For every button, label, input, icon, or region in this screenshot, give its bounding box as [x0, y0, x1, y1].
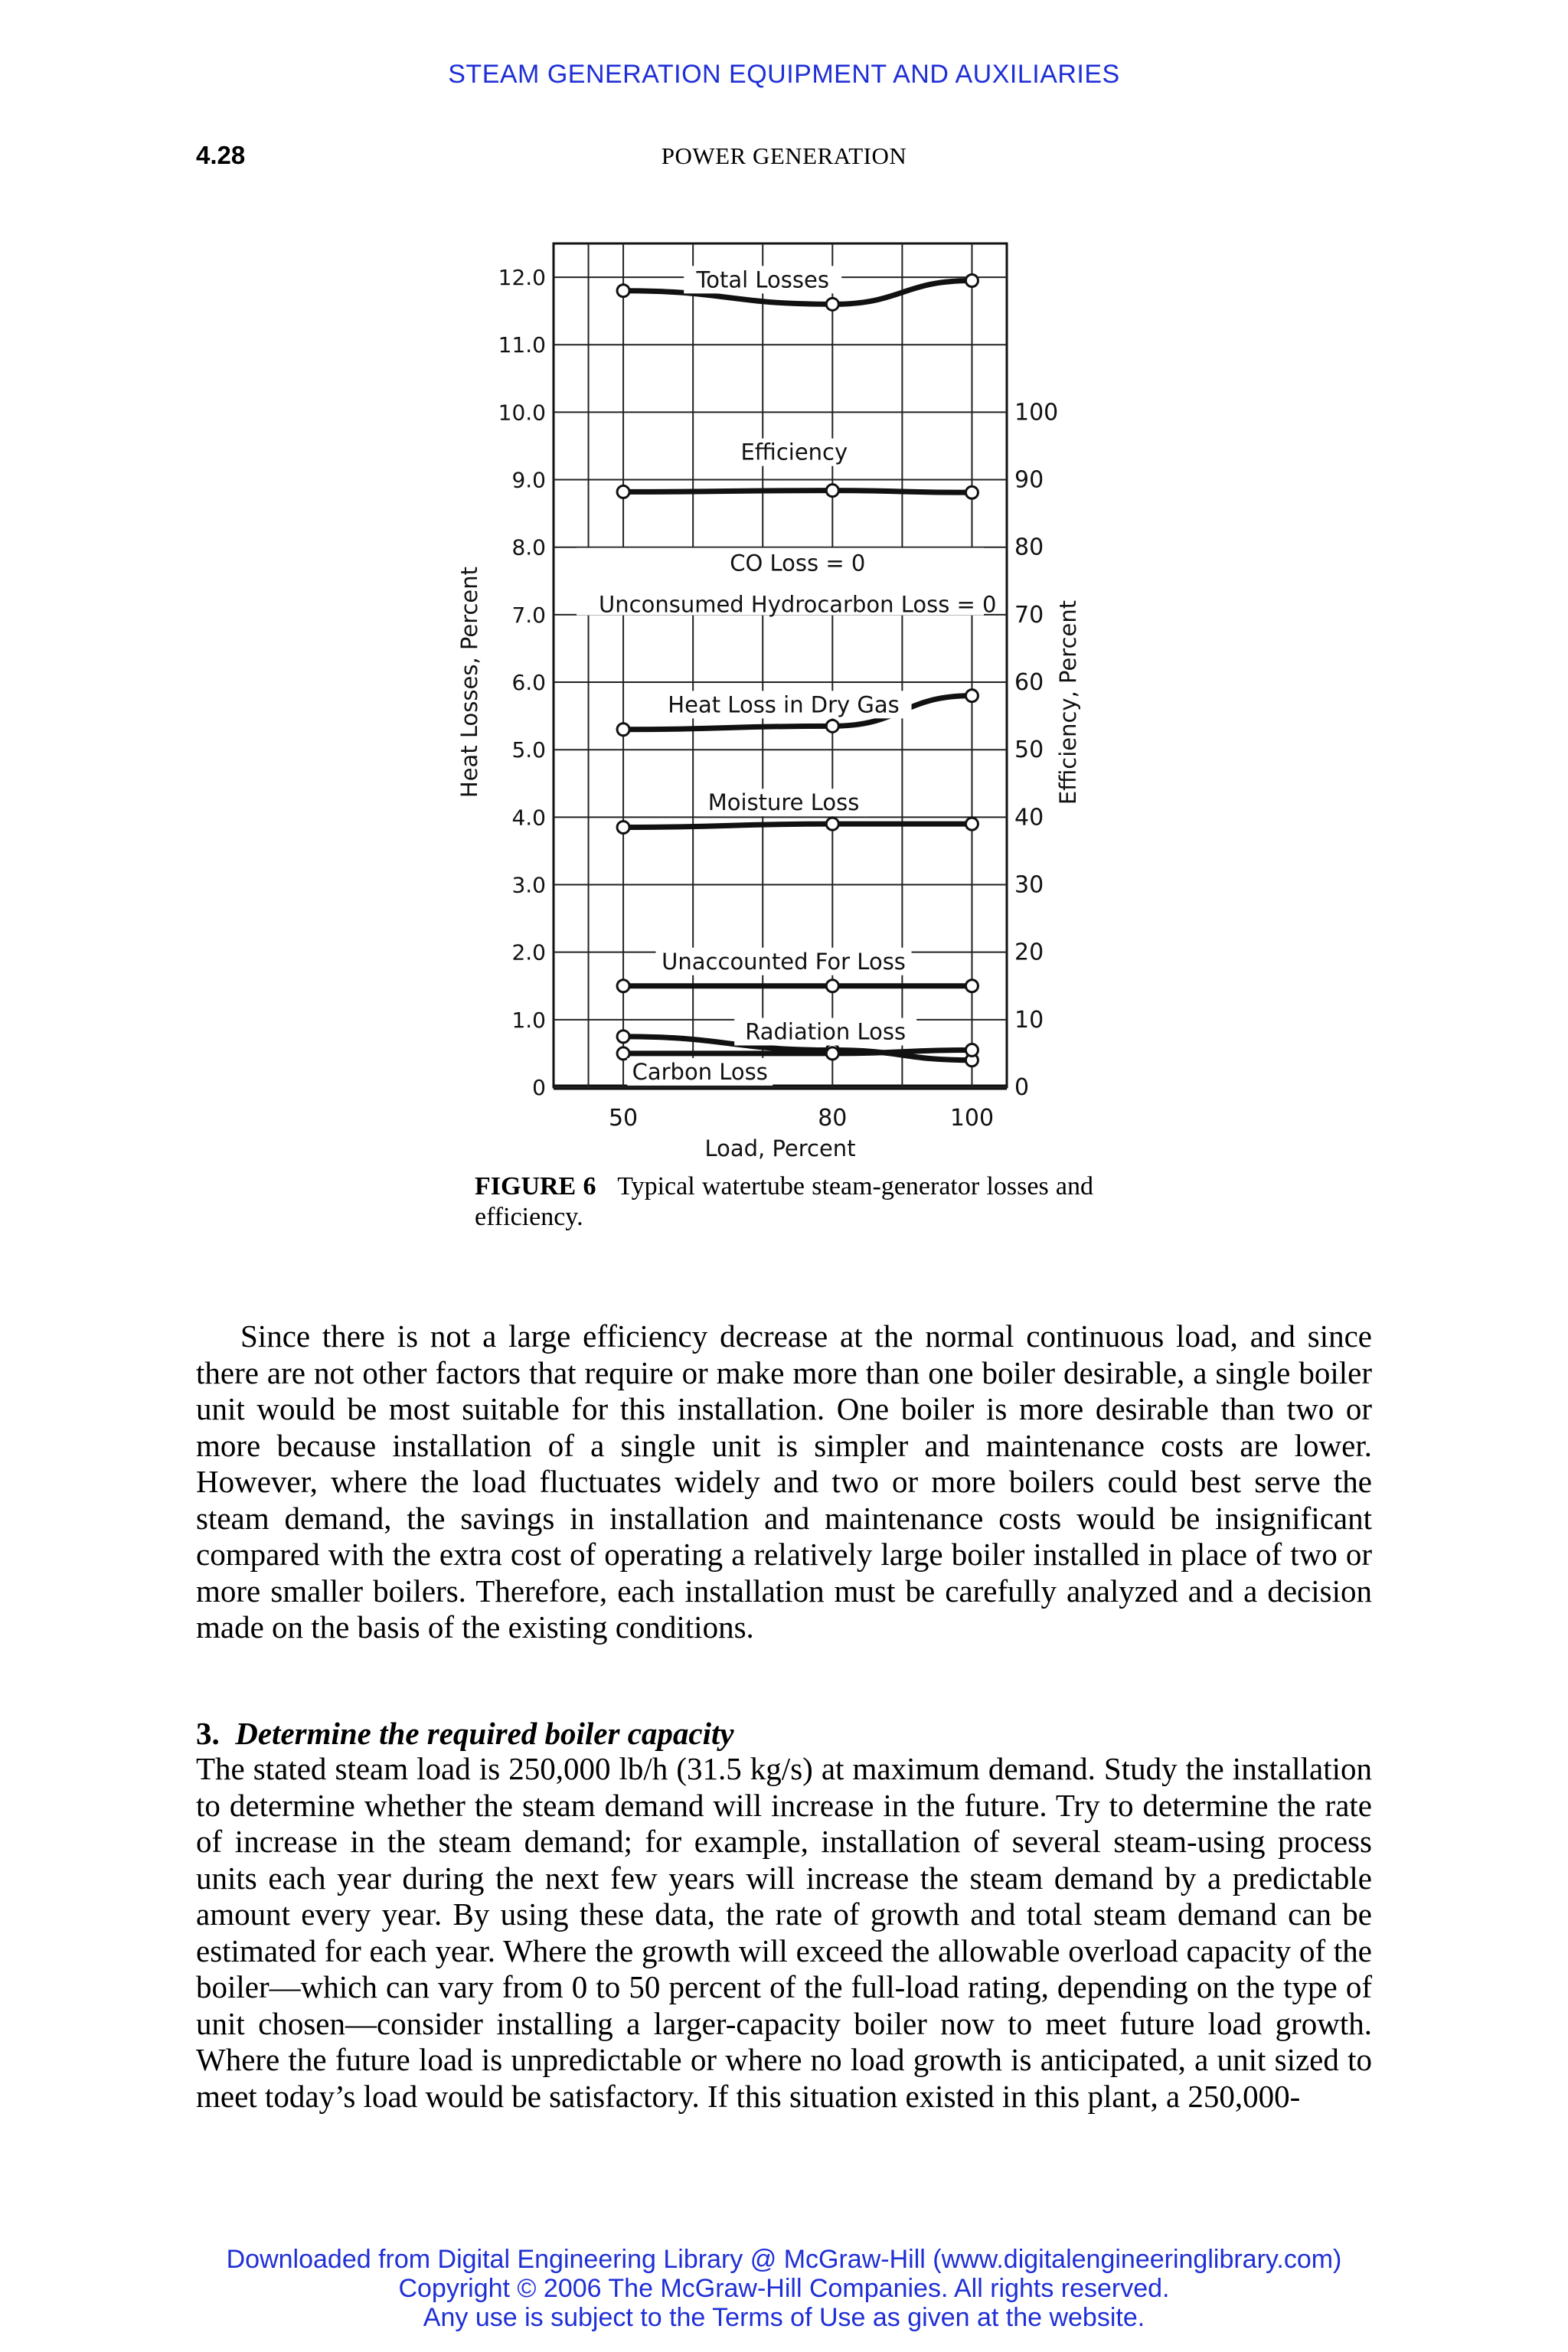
- footer-terms-line: Any use is subject to the Terms of Use as given at the website.: [423, 2303, 1145, 2332]
- data-point: [826, 1047, 838, 1060]
- data-point: [617, 285, 629, 297]
- data-point: [826, 485, 838, 497]
- annotation-hydrocarbon-loss: Unconsumed Hydrocarbon Loss = 0: [599, 591, 997, 618]
- data-point: [617, 724, 629, 736]
- y-tick-label-left: 12.0: [498, 265, 546, 291]
- y-tick-label-right: 50: [1014, 737, 1044, 764]
- data-point: [965, 1044, 978, 1057]
- y-axis-label-right: Efficiency, Percent: [1055, 599, 1081, 805]
- figure-label: FIGURE 6: [475, 1172, 596, 1200]
- y-tick-label-right: 20: [1014, 939, 1044, 966]
- y-tick-label-right: 0: [1014, 1074, 1030, 1101]
- y-tick-label-right: 10: [1014, 1006, 1044, 1034]
- data-point: [617, 822, 629, 834]
- data-point: [617, 485, 629, 498]
- y-tick-label-left: 10.0: [498, 400, 546, 426]
- series-line: [623, 491, 972, 493]
- series-label: Total Losses: [696, 266, 829, 293]
- figure-caption-text: Typical watertube steam-generator losses and efficiency.: [475, 1172, 1094, 1231]
- body-paragraph: Since there is not a large efficiency decrease at the normal continuous load, and since there are not other factors that require or make more than one boiler desirable, a single boiler unit would be most suitable for this installation. One boiler is more desirable than two or more because installation of a single unit is simpler and maintenance costs are lower. However, where the load fluctuates widely and two or more boilers could best serve the steam demand, the savings in installation and maintenance costs would be insignificant compared with the extra cost of operating a relatively large boiler installed in place of two or more smaller boilers. Therefore, each installation must be carefully analyzed and a decision made on the basis of the existing conditions.: [196, 1318, 1372, 1645]
- data-point: [965, 486, 978, 498]
- data-point: [826, 298, 838, 310]
- y-tick-label-right: 40: [1014, 804, 1044, 831]
- data-point: [826, 980, 838, 992]
- y-tick-label-left: 6.0: [511, 670, 546, 696]
- y-tick-label-left: 0: [532, 1075, 546, 1100]
- y-tick-label-right: 100: [1014, 399, 1059, 426]
- step-number: 3.: [196, 1716, 220, 1751]
- data-point: [965, 980, 978, 992]
- chart-series: [617, 274, 978, 1066]
- series-label: Moisture Loss: [707, 789, 860, 816]
- footer-download-line: Downloaded from Digital Engineering Library @ McGraw-Hill (www.digitalengineeringlibrary.com): [226, 2245, 1342, 2274]
- series-label: Unaccounted For Loss: [662, 948, 906, 975]
- series-label: Efficiency: [740, 439, 848, 466]
- chart-labels: [456, 266, 1081, 1161]
- section-title: POWER GENERATION: [661, 142, 907, 169]
- x-axis-label: Load, Percent: [704, 1135, 856, 1161]
- data-point: [965, 690, 978, 702]
- step-title: Determine the required boiler capacity: [235, 1716, 734, 1751]
- running-head: STEAM GENERATION EQUIPMENT AND AUXILIARIES: [448, 60, 1120, 89]
- x-tick-label: 50: [608, 1105, 639, 1132]
- y-tick-label-left: 11.0: [498, 332, 546, 358]
- y-tick-label-right: 90: [1014, 466, 1044, 494]
- data-point: [965, 818, 978, 830]
- series-line: [623, 824, 972, 827]
- y-tick-label-left: 8.0: [511, 534, 546, 560]
- body-paragraph: The stated steam load is 250,000 lb/h (31.5 kg/s) at maximum demand. Study the installation to determine whether the steam demand will increase in the future. Try to determine the rate of increase in the steam demand; for example, installation of several steam-using process units each year during the next few years will increase the steam demand by a predictable amount every year. By using these data, the rate of growth and total steam demand can be estimated for each year. Where the growth will exceed the allowable overload capacity of the boiler—which can vary from 0 to 50 percent of the full-load rating, depending on the type of unit chosen—consider installing a larger-capacity boiler now to meet future load growth. Where the future load is unpredictable or where no load growth is anticipated, a unit sized to meet today’s load would be satisfactory. If this situation existed in this plant, a 250,000-: [196, 1751, 1372, 2114]
- page-number: 4.28: [196, 141, 246, 169]
- y-tick-label-right: 70: [1014, 601, 1044, 629]
- y-tick-label-left: 4.0: [511, 805, 546, 831]
- data-point: [617, 1047, 629, 1060]
- footer-copyright-line: Copyright © 2006 The McGraw-Hill Companies. All rights reserved.: [398, 2274, 1170, 2303]
- series-label: Heat Loss in Dry Gas: [668, 691, 900, 718]
- data-point: [617, 1031, 629, 1043]
- data-point: [617, 980, 629, 992]
- annotation-co-loss: CO Loss = 0: [730, 550, 866, 577]
- y-tick-label-right: 60: [1014, 669, 1044, 697]
- data-point: [826, 818, 838, 830]
- y-tick-label-left: 3.0: [511, 872, 546, 898]
- step-heading: [196, 1715, 734, 1752]
- series-label: Radiation Loss: [745, 1018, 906, 1045]
- series-label: Carbon Loss: [632, 1058, 768, 1085]
- x-tick-label: 80: [818, 1105, 848, 1132]
- x-tick-label: 100: [949, 1105, 995, 1132]
- losses-efficiency-chart: [429, 230, 1118, 1164]
- y-tick-label-left: 7.0: [511, 602, 546, 628]
- y-tick-label-right: 30: [1014, 871, 1044, 899]
- y-axis-label-left: Heat Losses, Percent: [456, 566, 482, 799]
- y-tick-label-left: 5.0: [511, 737, 546, 763]
- data-point: [965, 274, 978, 286]
- data-point: [826, 720, 838, 732]
- y-tick-label-left: 9.0: [511, 467, 546, 493]
- y-tick-label-left: 2.0: [511, 939, 546, 965]
- figure-caption: [475, 1171, 1093, 1233]
- y-tick-label-left: 1.0: [511, 1007, 546, 1033]
- y-tick-label-right: 80: [1014, 534, 1044, 561]
